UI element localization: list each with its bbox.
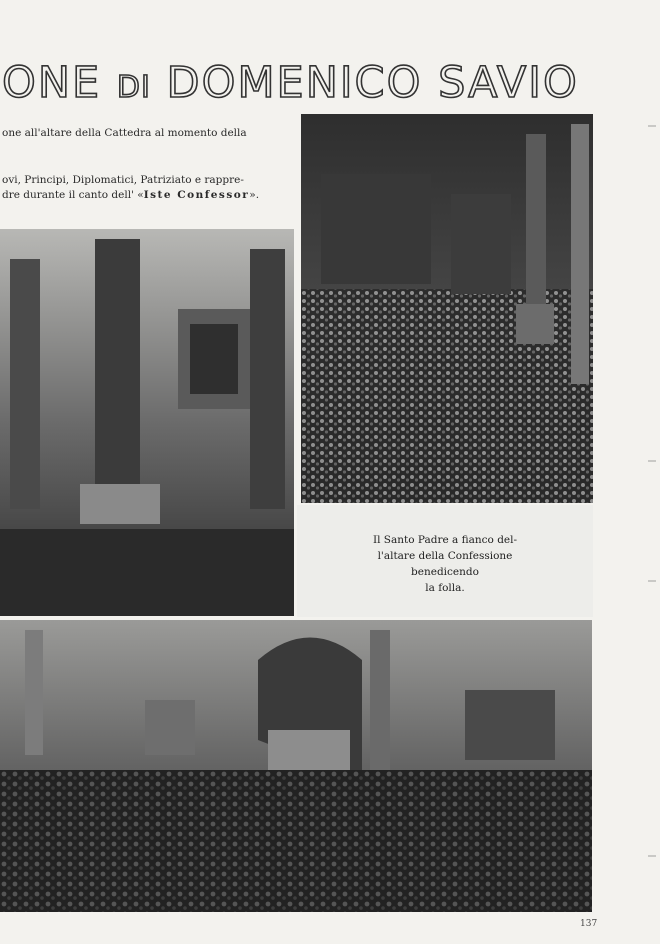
title-part-1: ONE (2, 58, 117, 108)
photo-baldacchino-altar (0, 229, 294, 616)
caption-line-2: ovi, Principi, Diplomatici, Patriziato e rappre- (2, 174, 244, 186)
caption-line-3 (2, 188, 259, 202)
photo-apse-congregation (0, 620, 592, 912)
page-number: 137 (580, 919, 598, 929)
photo-caption-line-3: benedicendo (411, 566, 479, 578)
caption-line-1: one all'altare della Cattedra al momento della (2, 127, 247, 139)
photo-caption-line-2: l'altare della Confessione (377, 550, 513, 562)
caption-line-3-start: dre durante il canto dell' « (2, 189, 144, 201)
photo-caption-line-4: la folla. (425, 582, 465, 594)
caption-line-3-end: ». (249, 189, 260, 201)
title-part-3: DOMENICO SAVIO (150, 58, 579, 108)
margin-mark (648, 580, 656, 582)
photo-crowd-basilica (301, 114, 593, 503)
margin-mark (648, 855, 656, 857)
title-part-2: DI (116, 70, 151, 105)
caption-hymn-title: Iste Confessor (143, 189, 250, 201)
photo-caption (340, 532, 550, 596)
photo-caption-line-1: Il Santo Padre a fianco del- (372, 534, 518, 546)
page-title (2, 58, 602, 110)
margin-mark (648, 460, 656, 462)
margin-mark (648, 125, 656, 127)
